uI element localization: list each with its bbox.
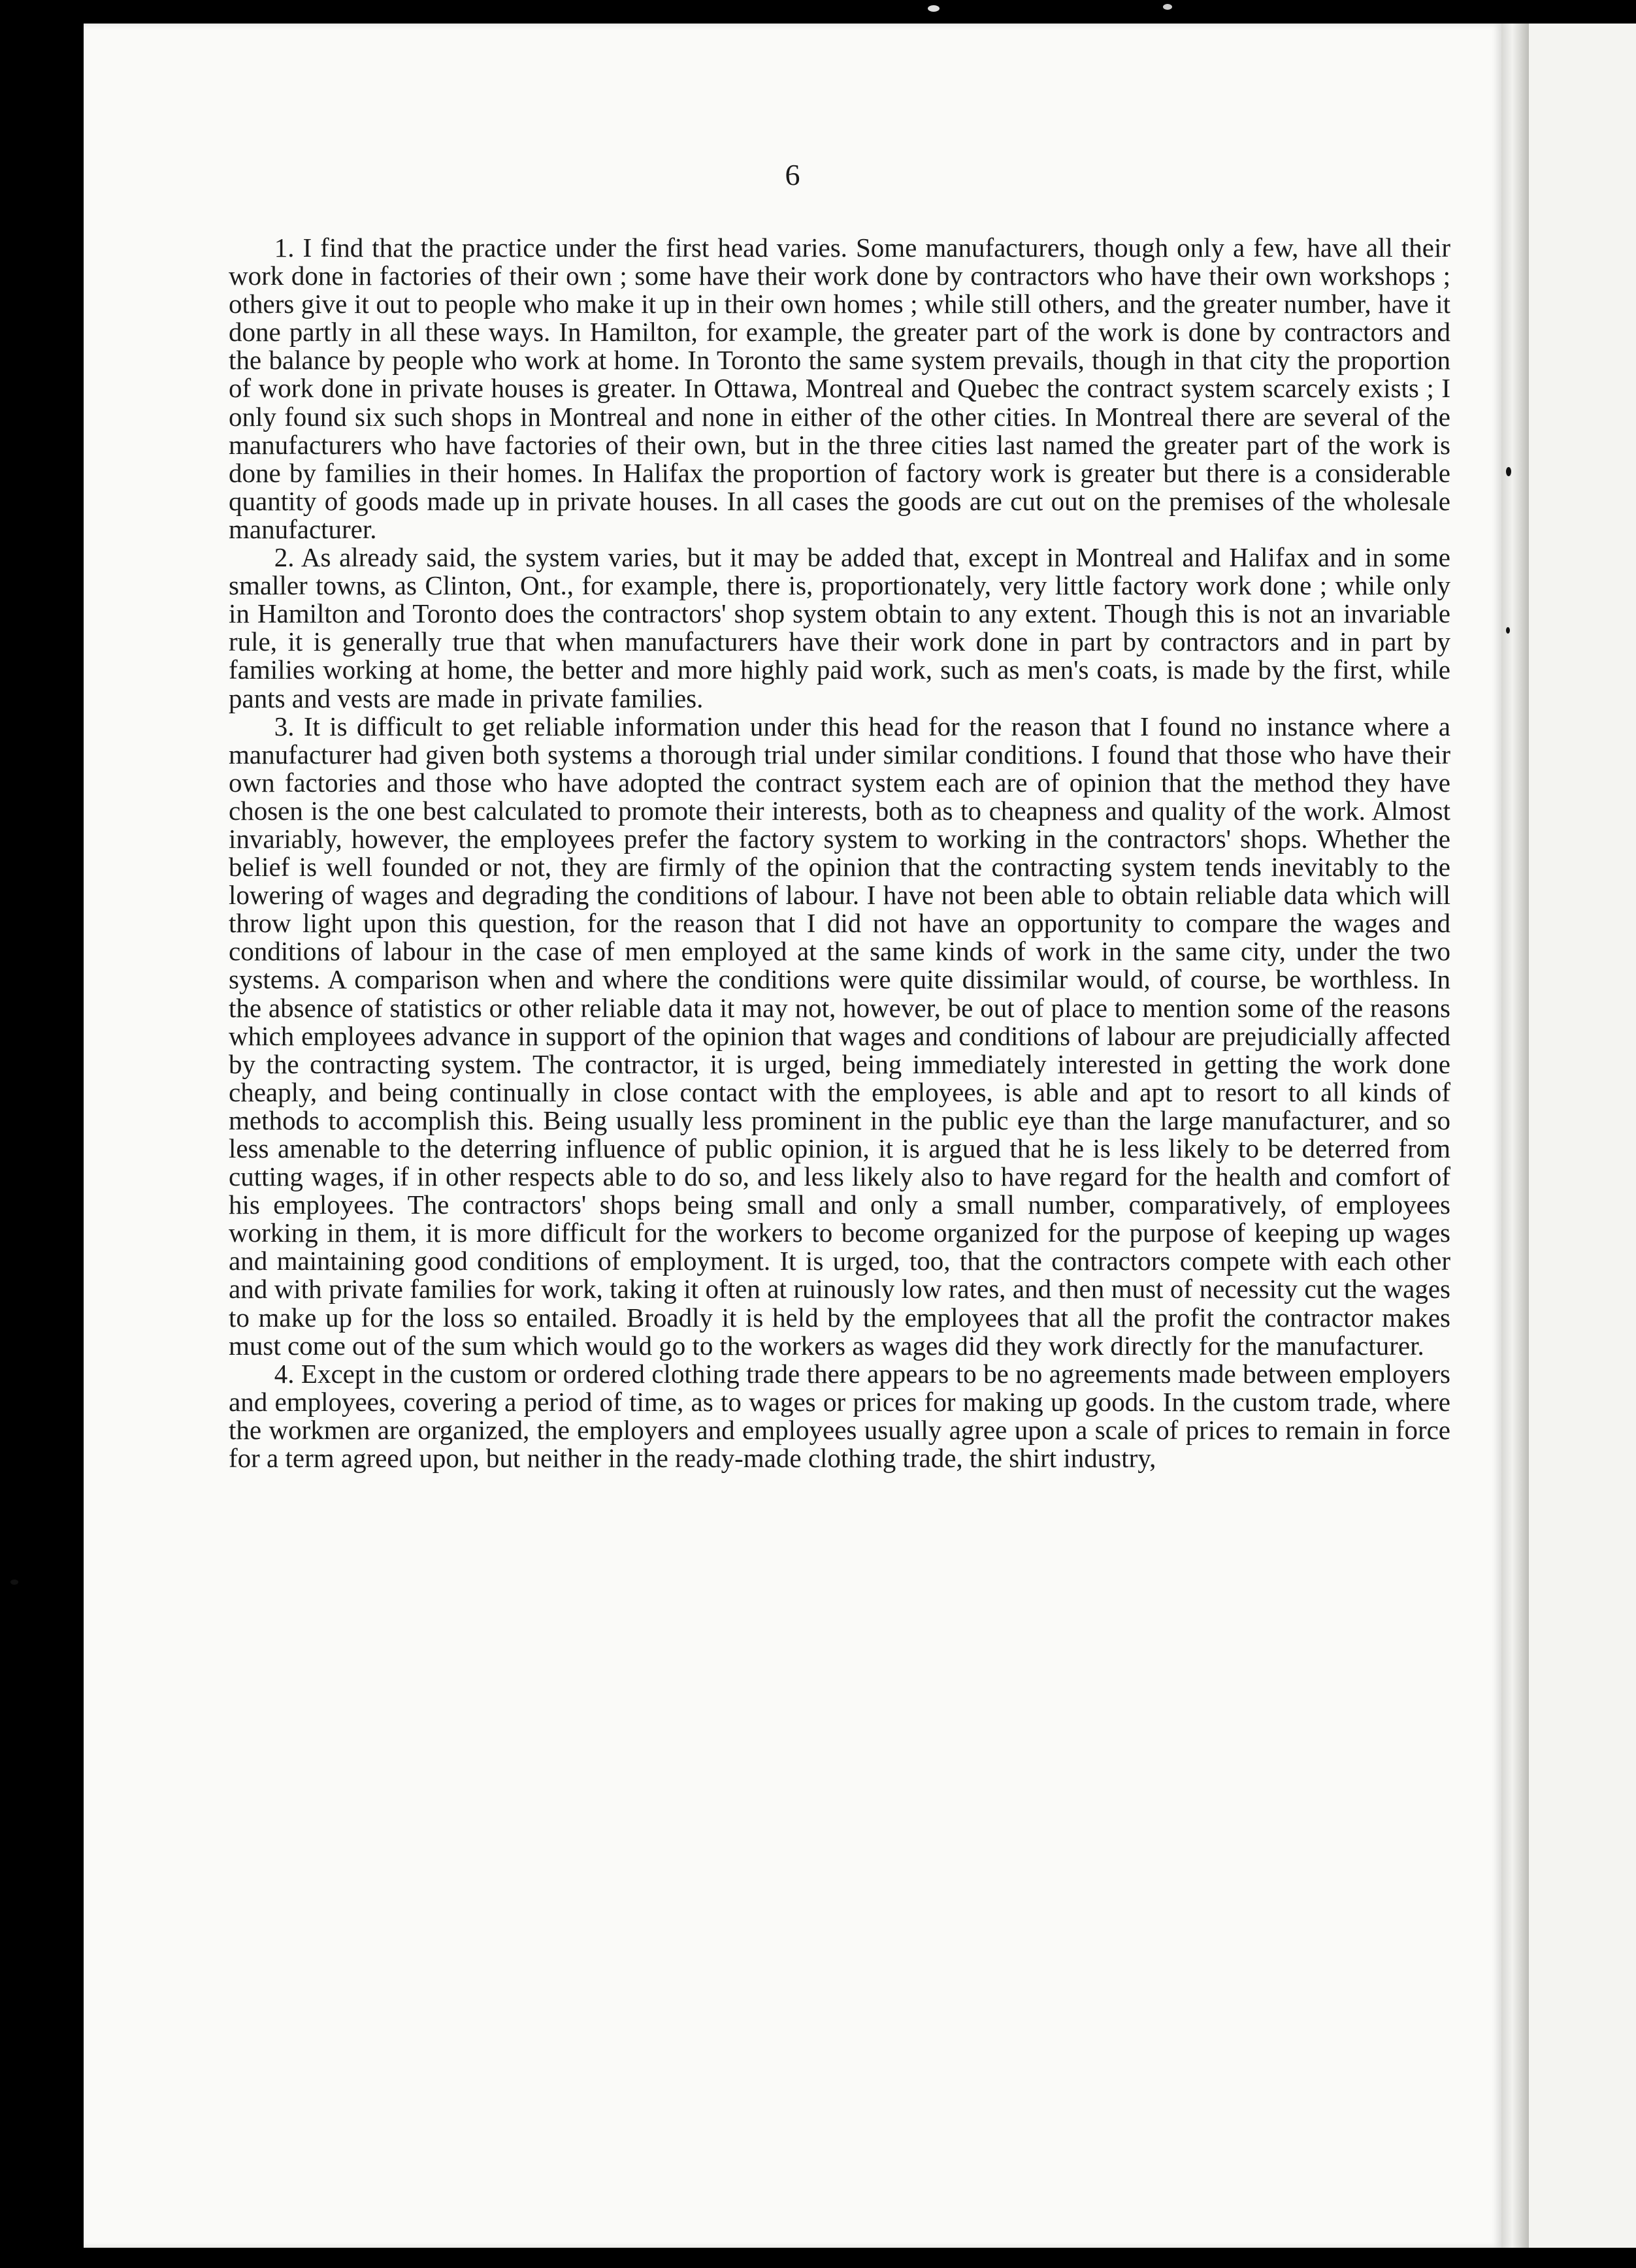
scan-speck bbox=[1506, 467, 1511, 476]
page-fold-edge bbox=[1501, 24, 1529, 2248]
scan-background-bottom bbox=[84, 2248, 1636, 2268]
adjacent-page bbox=[1529, 24, 1636, 2248]
body-text bbox=[229, 234, 1450, 1472]
paragraph-3: 3. It is difficult to get reliable information under this head for the reason that I found no instance where a manufacturer had given both systems a thorough trial under similar conditions. I found that those who have their own factories and those who have adopted the contract system each are of opinion that the method they have chosen is the one best calculated to promote their interests, both as to cheapness and quality of the work. Almost invariably, however, the employees prefer the factory system to working in the contractors' shops. Whether the belief is well founded or not, they are firmly of the opinion that the contracting system tends inevitably to the lowering of wages and degrading the conditions of labour. I have not been able to obtain reliable data which will throw light upon this question, for the reason that I did not have an opportunity to compare the wages and conditions of labour in the case of men employed at the same kinds of work in the same city, under the two systems. A comparison when and where the conditions were quite dissimilar would, of course, be worthless. In the absence of statistics or other reliable data it may not, however, be out of place to mention some of the reasons which employees advance in support of the opinion that wages and conditions of labour are prejudicially affected by the contracting system. The contractor, it is urged, being immediately interested in getting the work done cheaply, and being continually in close contact with the employees, is able and apt to resort to all kinds of methods to accomplish this. Being usually less prominent in the public eye than the large manufacturer, and so less amenable to the deterring influence of public opinion, it is argued that he is less likely to be deterred from cutting wages, if in other respects able to do so, and less likely also to have regard for the health and comfort of his employees. The contractors' shops being small and only a small number, comparatively, of employees working in them, it is more difficult for the workers to become organized for the purpose of keeping up wages and maintaining good conditions of employment. It is urged, too, that the contractors compete with each other and with private families for work, taking it often at ruinously low rates, and then must of necessity cut the wages to make up for the loss so entailed. Broadly it is held by the employees that all the profit the contractor makes must come out of the sum which would go to the workers as wages did they work directly for the manufacturer. bbox=[229, 711, 1450, 1361]
page-number: 6 bbox=[785, 158, 800, 191]
scan-speck bbox=[1506, 627, 1510, 634]
paragraph-1: 1. I find that the practice under the first head varies. Some manufacturers, though only a few, have all their work done in factories of their own ; some have their work done by contractors who have their own workshops ; others give it out to people who make it up in their own homes ; while still others, and the greater number, have it done partly in all these ways. In Hamilton, for example, the greater part of the work is done by contractors and the balance by people who work at home. In Toronto the same system prevails, though in that city the proportion of work done in private houses is greater. In Ottawa, Montreal and Quebec the contract system scarcely exists ; I only found six such shops in Montreal and none in either of the other cities. In Montreal there are several of the manufacturers who have factories of their own, but in the three cities last named the greater part of the work is done by families in their homes. In Halifax the proportion of factory work is greater but there is a considerable quantity of goods made up in private houses. In all cases the goods are cut out on the premises of the wholesale manufacturer. bbox=[229, 233, 1450, 544]
document-page bbox=[84, 24, 1501, 2248]
paragraph-4: 4. Except in the custom or ordered clothing trade there appears to be no agreements made between employers and employees, covering a period of time, as to wages or prices for making up goods. In the custom trade, where the workmen are organized, the employers and employees usually agree upon a scale of prices to remain in force for a term agreed upon, but neither in the ready-made clothing trade, the shirt industry, bbox=[229, 1358, 1450, 1474]
scan-speck bbox=[1163, 4, 1172, 10]
scan-speck bbox=[10, 1580, 18, 1585]
scan-speck bbox=[928, 5, 940, 12]
scan-background-left bbox=[0, 0, 84, 2268]
paragraph-2: 2. As already said, the system varies, but it may be added that, except in Montreal and Halifax and in some smaller towns, as Clinton, Ont., for example, there is, proportionately, very little factory work done ; while only in Hamilton and Toronto does the contractors' shop system obtain to any extent. Though this is not an invariable rule, it is generally true that when manufacturers have their work done in part by contractors and in part by families working at home, the better and more highly paid work, such as men's coats, is made by the first, while pants and vests are made in private families. bbox=[229, 542, 1450, 713]
